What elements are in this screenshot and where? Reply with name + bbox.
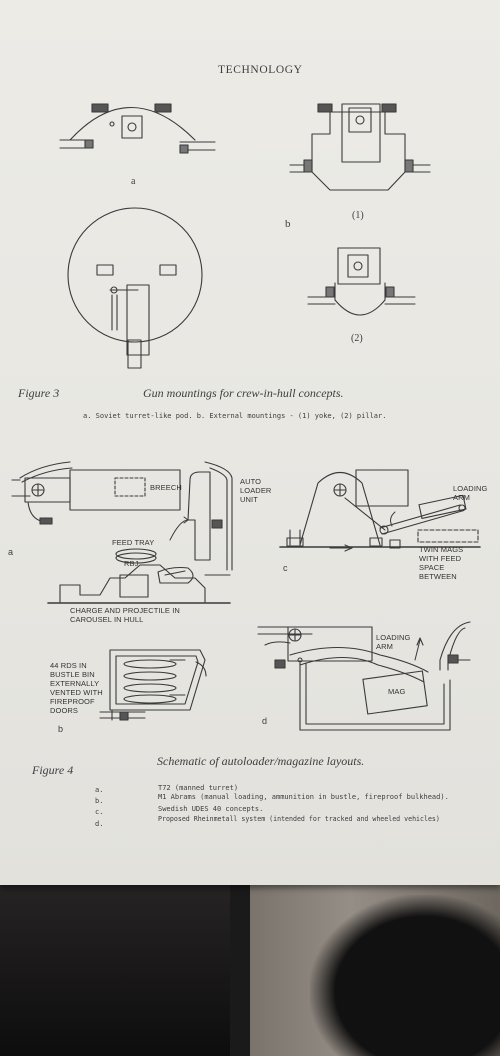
figure4-panel-b-label: b [58,724,64,734]
figure3-title: Gun mountings for crew-in-hull concepts. [143,386,344,400]
legend-text-c: Swedish UDES 40 concepts. [158,805,264,813]
rbj-label: RBJ [124,559,139,568]
legend-key-b: b. [95,797,104,805]
loading-arm-c-label: LOADING ARM [453,484,488,502]
figure3-panel-a-label: a [131,176,136,187]
legend-text-d: Proposed Rheinmetall system (intended for tracked and wheeled vehicles) [158,815,440,823]
bustle-bin-label: 44 RDS IN BUSTLE BIN EXTERNALLY VENTED WITH FIREPROOF DOORS [50,661,103,715]
feed-tray-label: FEED TRAY [112,538,155,547]
mag-label: MAG [388,687,406,696]
carousel-label: CHARGE AND PROJECTILE IN CAROUSEL IN HULL [70,606,180,624]
figure3-b2-pillar-drawing [308,248,415,315]
twin-mags-label: TWIN MAGS WITH FEED SPACE BETWEEN [419,545,464,581]
dark-shoe-background [310,895,500,1056]
dark-trousers-background [0,880,230,1056]
figure4-b-abrams-drawing [100,650,206,720]
legend-key-c: c. [95,808,104,816]
loading-arm-d-label: LOADING ARM [376,633,411,651]
figure3-sub2-label: (2) [351,333,363,344]
figure3-sub1-label: (1) [352,210,364,221]
figure3-b1-yoke-drawing [290,104,430,190]
figure3-a-pod-drawing [60,104,215,153]
autoloader-unit-label: AUTO LOADER UNIT [240,477,272,504]
figure4-c-udes-drawing [280,470,480,551]
figure4-panel-a-label: a [8,547,14,557]
figure3-caption: a. Soviet turret-like pod. b. External mountings - (1) yoke, (2) pillar. [83,412,387,420]
breech-label: BREECH [150,483,182,492]
legend-text-a: T72 (manned turret) [158,784,239,792]
figure3-a-plan-drawing [68,208,202,368]
figure4-panel-c-label: c [283,563,288,573]
figure4-title: Schematic of autoloader/magazine layouts. [157,754,365,768]
legend-key-a: a. [95,786,104,794]
figure4-d-rheinmetall-drawing [258,622,470,730]
figure4-label: Figure 4 [32,763,74,777]
figure4-a-t72-drawing [12,462,232,603]
running-header: TECHNOLOGY [218,64,303,76]
figure3-label: Figure 3 [18,386,60,400]
legend-text-b: M1 Abrams (manual loading, ammunition in bustle, fireproof bulkhead). [158,793,449,801]
legend-key-d: d. [95,820,104,828]
figure3-panel-b-label: b [285,218,291,230]
figure4-panel-d-label: d [262,716,268,726]
